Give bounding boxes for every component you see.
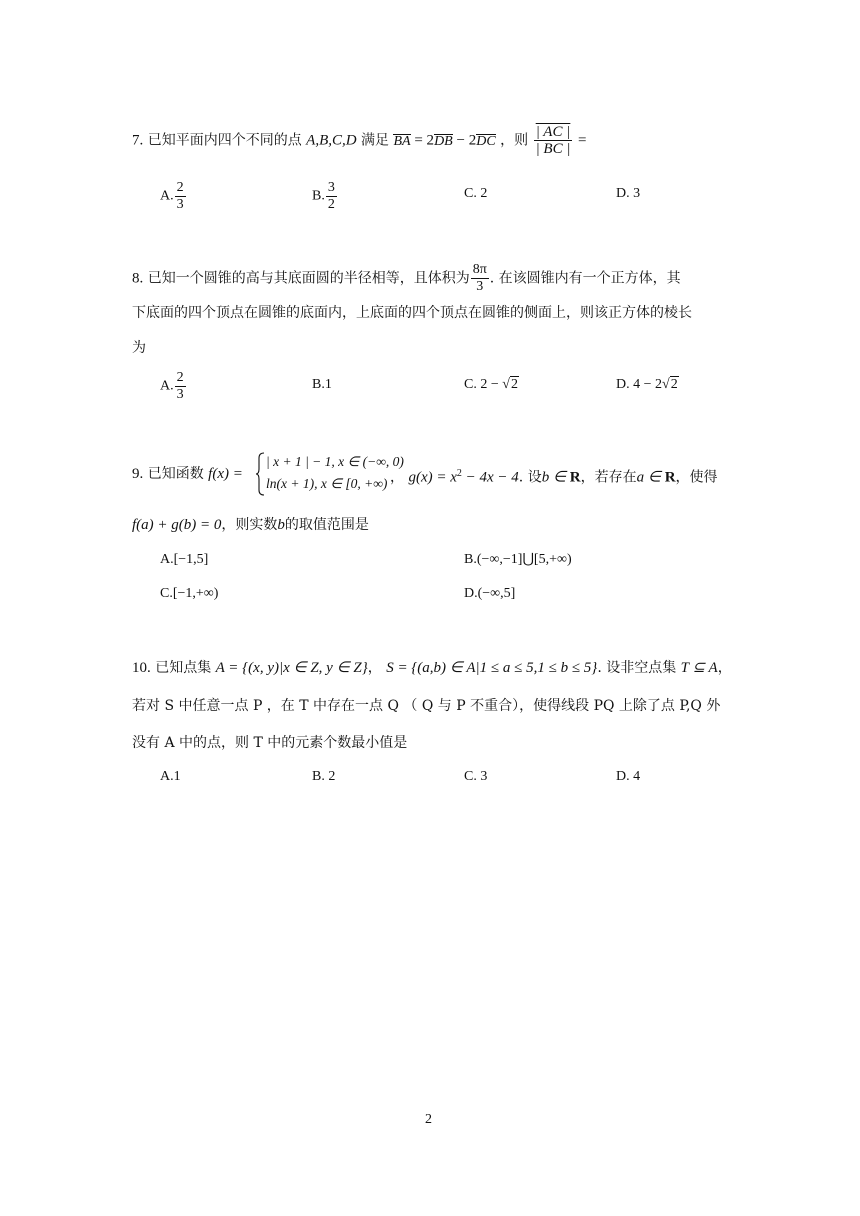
math-gx-rest: − 4x − 4 bbox=[461, 469, 519, 486]
math-b: b bbox=[277, 517, 285, 533]
option-value: [−1,5] bbox=[173, 552, 209, 567]
stem-text: 满足 bbox=[361, 132, 390, 149]
question-8-line1 bbox=[132, 262, 681, 295]
ratio-fraction bbox=[534, 124, 573, 157]
stem-text: ，使得 bbox=[675, 469, 718, 486]
math-b: b ∈ bbox=[541, 469, 570, 486]
set-R: R bbox=[664, 469, 676, 486]
question-number: 8. bbox=[132, 270, 144, 287]
option-value: 1 bbox=[173, 769, 181, 784]
option-label: C. bbox=[464, 769, 477, 784]
fraction-denominator: | BC | bbox=[535, 141, 571, 157]
question-number: 7. bbox=[132, 132, 144, 149]
superscript: 2 bbox=[456, 468, 462, 479]
stem-text: 的取值范围是 bbox=[284, 517, 369, 533]
math-equation: f(a) + g(b) = 0 bbox=[132, 517, 222, 533]
question-9-rest bbox=[390, 464, 718, 488]
piecewise-case-2: ln(x + 1), x ∈ [0, +∞) bbox=[266, 476, 388, 491]
option-label: B. bbox=[312, 377, 325, 392]
fraction-numerator: 2 bbox=[176, 180, 184, 195]
option-10B bbox=[312, 767, 335, 787]
brace-icon bbox=[256, 452, 266, 496]
fraction-numerator: | AC | bbox=[535, 124, 571, 140]
option-value: 4 bbox=[633, 769, 641, 784]
fraction bbox=[326, 180, 337, 213]
vector-BA: BA bbox=[393, 133, 411, 149]
option-label: D. bbox=[464, 586, 478, 601]
question-number: 9. bbox=[132, 466, 144, 482]
stem-text: ， bbox=[390, 469, 404, 486]
option-8D bbox=[616, 375, 679, 395]
option-value: 3 bbox=[480, 769, 488, 784]
option-7A bbox=[160, 180, 187, 213]
fraction-numerator: 3 bbox=[327, 180, 335, 195]
option-8B bbox=[312, 375, 332, 395]
option-label: C. bbox=[464, 377, 477, 392]
math-points: A,B,C,D bbox=[306, 132, 357, 149]
option-10A bbox=[160, 767, 181, 787]
radicand: 2 bbox=[670, 377, 678, 392]
option-value: 2 bbox=[328, 769, 336, 784]
fraction bbox=[175, 180, 186, 213]
option-10C bbox=[464, 767, 487, 787]
question-9-prefix bbox=[132, 464, 243, 484]
stem-text: . 在该圆锥内有一个正方体，其 bbox=[489, 270, 681, 287]
math-subset: T ⊆ A bbox=[680, 660, 718, 676]
math-set-A: A = {(x, y)|x ∈ Z, y ∈ Z} bbox=[215, 660, 368, 676]
question-8-line3: 为 bbox=[132, 340, 146, 356]
fraction-denominator: 3 bbox=[176, 197, 184, 212]
option-label: A. bbox=[160, 188, 174, 204]
option-value: 2 − bbox=[480, 377, 503, 392]
option-label: D. bbox=[616, 186, 630, 201]
set-R: R bbox=[569, 469, 581, 486]
piecewise-case-1: | x + 1 | − 1, x ∈ (−∞, 0) bbox=[266, 454, 404, 469]
option-7D bbox=[616, 184, 640, 204]
stem-text: ，则实数 bbox=[221, 517, 278, 533]
option-label: B. bbox=[464, 552, 477, 567]
sqrt-symbol: √2 bbox=[662, 377, 678, 392]
math-op: − 2 bbox=[452, 132, 477, 149]
stem-text: 已知点集 bbox=[155, 660, 212, 676]
option-7C bbox=[464, 184, 487, 204]
option-value: (−∞,−1]⋃[5,+∞) bbox=[476, 552, 572, 567]
option-label: C. bbox=[160, 586, 173, 601]
question-number: 10. bbox=[132, 660, 151, 676]
question-7-stem bbox=[132, 124, 586, 157]
option-label: C. bbox=[464, 186, 477, 201]
math-op: = 2 bbox=[410, 132, 435, 149]
question-9-line2 bbox=[132, 515, 369, 535]
stem-text: ，若存在 bbox=[580, 469, 637, 486]
fraction-numerator: 8π bbox=[472, 262, 487, 277]
vector-DC: DC bbox=[476, 133, 496, 149]
stem-text: ， bbox=[717, 660, 732, 676]
option-7B bbox=[312, 180, 338, 213]
math-gx: g(x) = x bbox=[408, 469, 457, 486]
option-label: A. bbox=[160, 552, 174, 567]
volume-fraction bbox=[471, 262, 489, 295]
option-value: [−1,+∞) bbox=[172, 586, 219, 601]
math-a: a ∈ bbox=[636, 469, 665, 486]
stem-text: 已知平面内四个不同的点 bbox=[147, 132, 302, 149]
fraction-denominator: 3 bbox=[176, 387, 184, 402]
fraction-denominator: 2 bbox=[327, 197, 335, 212]
vector-DB: DB bbox=[434, 133, 453, 149]
option-9B bbox=[464, 550, 572, 570]
option-label: B. bbox=[312, 769, 325, 784]
fraction-denominator: 3 bbox=[476, 279, 484, 294]
fraction-numerator: 2 bbox=[176, 370, 184, 385]
math-fx: f(x) = bbox=[208, 466, 243, 482]
math-set-S: S = {(a,b) ∈ A|1 ≤ a ≤ 5,1 ≤ b ≤ 5} bbox=[386, 660, 598, 676]
question-8-line2: 下底面的四个顶点在圆锥的底面内，上底面的四个顶点在圆锥的侧面上，则该正方体的棱长 bbox=[132, 305, 692, 321]
option-10D bbox=[616, 767, 640, 787]
option-value: 4 − 2 bbox=[633, 377, 663, 392]
stem-text: 已知一个圆锥的高与其底面圆的半径相等，且体积为 bbox=[147, 270, 470, 287]
radicand: 2 bbox=[510, 377, 518, 392]
stem-text: . 设 bbox=[518, 469, 542, 486]
option-label: A. bbox=[160, 378, 174, 394]
option-9D bbox=[464, 584, 515, 604]
question-10-line3: 没有 A 中的点，则 T 中的元素个数最小值是 bbox=[132, 735, 408, 751]
option-value: (−∞,5] bbox=[477, 586, 516, 601]
option-9C bbox=[160, 584, 218, 604]
option-label: D. bbox=[616, 769, 630, 784]
math-op: = bbox=[577, 132, 587, 149]
option-label: D. bbox=[616, 377, 630, 392]
stem-text: 已知函数 bbox=[147, 466, 204, 482]
option-value: 1 bbox=[324, 377, 332, 392]
page-number: 2 bbox=[425, 1112, 432, 1127]
option-value: 3 bbox=[633, 186, 641, 201]
stem-text: ，则 bbox=[500, 132, 529, 149]
option-label: A. bbox=[160, 769, 174, 784]
question-10-line1 bbox=[132, 658, 732, 678]
option-value: 2 bbox=[480, 186, 488, 201]
option-9A bbox=[160, 550, 208, 570]
option-label: B. bbox=[312, 188, 325, 204]
stem-text: ， bbox=[367, 660, 382, 676]
sqrt-symbol: √2 bbox=[502, 377, 518, 392]
question-10-line2: 若对 S 中任意一点 P ，在 T 中存在一点 Q （ Q 与 P 不重合），使得线段 PQ 上除了点 P,Q 外 bbox=[132, 698, 721, 714]
option-8C bbox=[464, 375, 519, 395]
fraction bbox=[175, 370, 186, 403]
option-8A bbox=[160, 370, 187, 403]
stem-text: . 设非空点集 bbox=[597, 660, 677, 676]
